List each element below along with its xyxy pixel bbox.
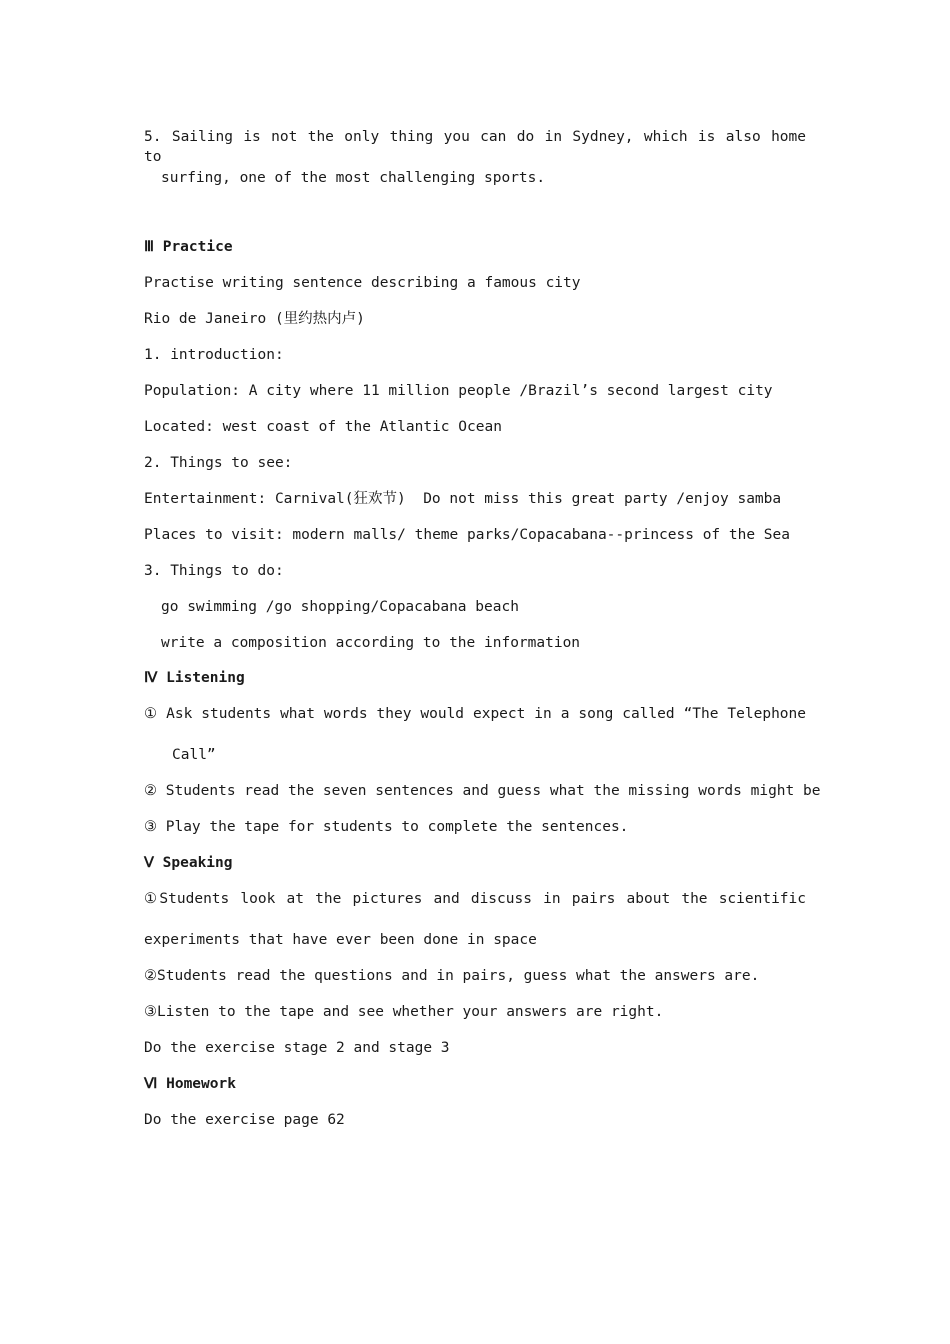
practice-line: Entertainment: Carnival(狂欢节) Do not miss this great party /enjoy samba [144, 491, 782, 507]
listening-item-1-line-2: Call” [172, 747, 216, 763]
practice-line: Located: west coast of the Atlantic Ocean [144, 419, 502, 435]
practice-indented-line: go swimming /go shopping/Copacabana beach [161, 599, 519, 615]
practice-line: Places to visit: modern malls/ theme parks/Copacabana--princess of the Sea [144, 527, 791, 543]
sentence-5-line-1: 5. Sailing is not the only thing you can do in Sydney, which is also home to [144, 129, 806, 165]
practice-line: 3. Things to do: [144, 563, 284, 579]
homework-text: Do the exercise page 62 [144, 1112, 345, 1128]
listening-item-1-line-1: ① Ask students what words they would expect in a song called “The Telephone [144, 706, 806, 722]
practice-line: 2. Things to see: [144, 455, 293, 471]
speaking-item-1-line-2: experiments that have ever been done in space [144, 932, 537, 948]
sentence-5-line-2: surfing, one of the most challenging sports. [161, 170, 546, 186]
speaking-exercise: Do the exercise stage 2 and stage 3 [144, 1040, 450, 1056]
speaking-item-3: ③Listen to the tape and see whether your answers are right. [144, 1004, 664, 1020]
speaking-item-2: ②Students read the questions and in pairs, guess what the answers are. [144, 968, 760, 984]
practice-line: Population: A city where 11 million people /Brazil’s second largest city [144, 383, 773, 399]
practice-indented-line: write a composition according to the information [161, 635, 581, 651]
practice-line: Rio de Janeiro (里约热内卢) [144, 311, 365, 327]
homework-heading: Ⅵ Homework [144, 1076, 236, 1092]
practice-line: Practise writing sentence describing a famous city [144, 275, 581, 291]
speaking-item-1-line-1: ①Students look at the pictures and discuss in pairs about the scientific [144, 891, 806, 907]
listening-item-3: ③ Play the tape for students to complete the sentences. [144, 819, 629, 835]
practice-heading: Ⅲ Practice [144, 239, 233, 255]
listening-heading: Ⅳ Listening [144, 670, 245, 686]
speaking-heading: Ⅴ Speaking [144, 855, 233, 871]
practice-line: 1. introduction: [144, 347, 284, 363]
listening-item-2: ② Students read the seven sentences and guess what the missing words might be [144, 783, 821, 799]
